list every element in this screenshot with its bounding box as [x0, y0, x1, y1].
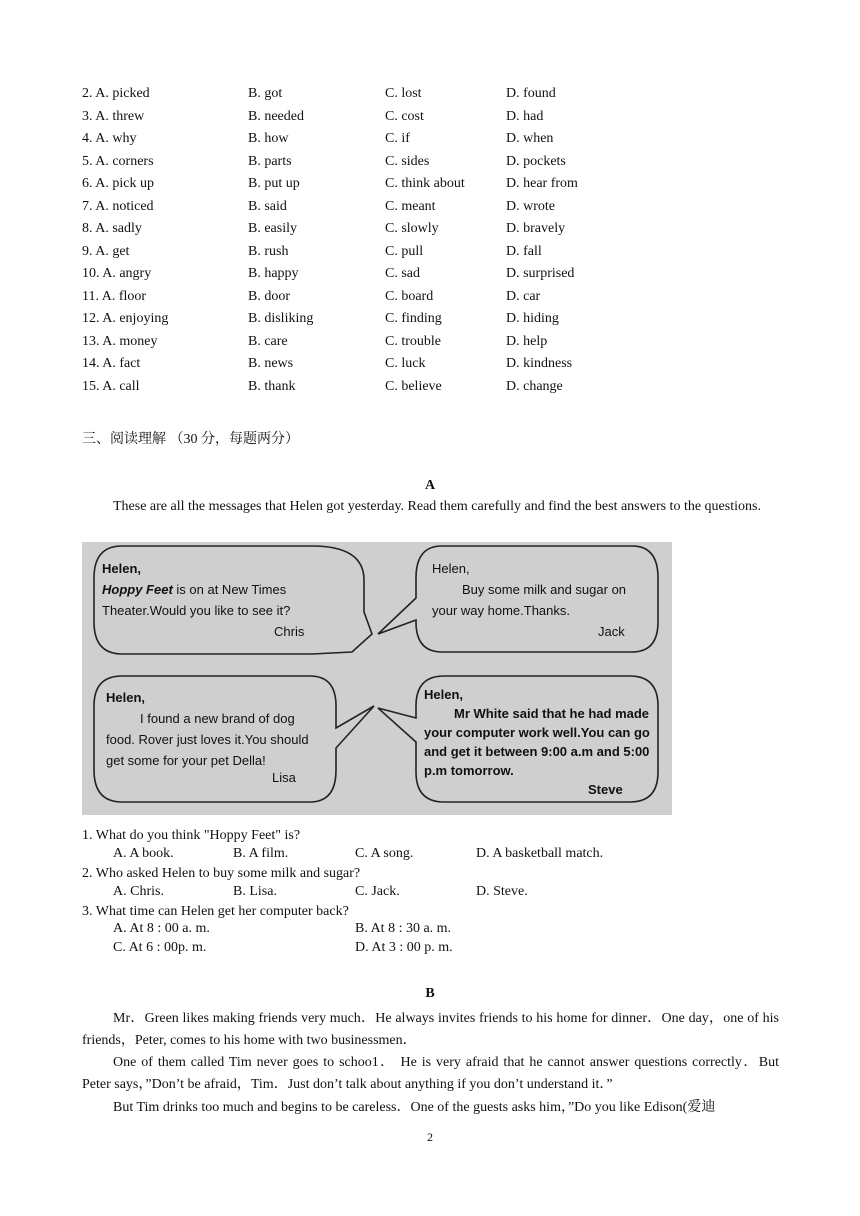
message-chris-line2: Theater.Would you like to see it?: [102, 603, 291, 618]
message-chris-from: Chris: [274, 624, 305, 639]
option-choice[interactable]: B. happy: [248, 266, 299, 281]
option-choice[interactable]: D. had: [506, 108, 544, 124]
question-3-choice-c[interactable]: C. At 6 : 00p. m.: [113, 940, 207, 955]
message-jack-line1: Buy some milk and sugar on: [462, 582, 627, 597]
option-choice[interactable]: 2. A. picked: [82, 86, 150, 101]
passage-a-intro: These are all the messages that Helen got yesterday. Read them carefully and find the best answers to the questions.: [113, 499, 761, 514]
message-steve-line4: p.m tomorrow.: [424, 763, 514, 778]
option-choice[interactable]: C. slowly: [385, 221, 439, 236]
option-choice[interactable]: C. finding: [385, 311, 442, 326]
option-choice[interactable]: C. lost: [385, 86, 422, 101]
option-choice[interactable]: D. fall: [506, 243, 542, 259]
option-choice[interactable]: 3. A. threw: [82, 108, 145, 124]
message-jack: [432, 558, 652, 639]
question-2-choice-d[interactable]: D. Steve.: [476, 884, 528, 899]
question-1-choice-b[interactable]: B. A film.: [233, 846, 289, 861]
option-choice[interactable]: 4. A. why: [82, 131, 137, 146]
option-choice[interactable]: D. pockets: [506, 153, 566, 169]
page-number: 2: [427, 1130, 433, 1144]
option-choice[interactable]: D. found: [506, 86, 556, 101]
option-choice[interactable]: 12. A. enjoying: [82, 311, 169, 326]
option-choice[interactable]: C. meant: [385, 198, 436, 214]
question-3-choice-b[interactable]: B. At 8 : 30 a. m.: [355, 921, 452, 936]
option-choice[interactable]: C. think about: [385, 176, 465, 191]
option-choice[interactable]: 7. A. noticed: [82, 198, 154, 214]
message-lisa-line3: get some for your pet Della!: [106, 753, 266, 768]
message-steve-from: Steve: [588, 782, 623, 797]
option-choice[interactable]: C. board: [385, 288, 434, 304]
question-1-choice-d[interactable]: D. A basketball match.: [476, 846, 604, 861]
option-choice[interactable]: B. said: [248, 198, 287, 214]
passage-b-paragraph-1: Mr．Green likes making friends very much．He always invites friends to his home for dinner．One day，one of his friends，Peter, comes to his home with two businessmen．: [82, 1011, 779, 1048]
option-choice[interactable]: C. sad: [385, 266, 420, 281]
passage-a-label: A: [424, 478, 436, 493]
message-lisa-line2: food. Rover just loves it.You should: [106, 732, 309, 747]
option-choice[interactable]: C. luck: [385, 356, 426, 371]
option-choice[interactable]: D. hear from: [506, 176, 578, 191]
question-2-stem: 2. Who asked Helen to buy some milk and sugar?: [82, 866, 361, 881]
message-jack-to: Helen,: [432, 561, 470, 576]
question-1-choice-c[interactable]: C. A song.: [355, 846, 414, 861]
option-choice[interactable]: B. disliking: [248, 311, 314, 326]
option-choice[interactable]: D. wrote: [506, 198, 555, 214]
option-choice[interactable]: 14. A. fact: [82, 356, 141, 371]
question-3-choice-a[interactable]: A. At 8 : 00 a. m.: [113, 921, 210, 936]
passage-b-label: B: [425, 986, 435, 1001]
option-choice[interactable]: 15. A. call: [82, 378, 140, 394]
question-3-stem: 3. What time can Helen get her computer back?: [82, 904, 349, 919]
message-chris: [102, 558, 352, 639]
option-choice[interactable]: 11. A. floor: [82, 288, 147, 304]
message-lisa: [106, 687, 338, 785]
passage-b-paragraph-3: But Tim drinks too much and begins to be careless．One of the guests asks him，”Do you like Edison(爱迪: [113, 1100, 716, 1115]
option-choice[interactable]: C. sides: [385, 153, 430, 169]
option-choice[interactable]: B. care: [248, 333, 288, 349]
option-choice[interactable]: C. pull: [385, 243, 424, 259]
option-choice[interactable]: B. easily: [248, 221, 297, 236]
option-choice[interactable]: D. hiding: [506, 311, 559, 326]
message-lisa-to: Helen,: [106, 690, 146, 705]
option-choice[interactable]: B. needed: [248, 108, 304, 124]
section-3-title: 三、阅读理解 （30 分，每题两分）: [82, 432, 299, 447]
option-choice[interactable]: B. door: [248, 288, 290, 304]
option-choice[interactable]: C. cost: [385, 108, 424, 124]
option-choice[interactable]: 5. A. corners: [82, 153, 154, 169]
question-1-stem: 1. What do you think "Hoppy Feet" is?: [82, 828, 301, 843]
option-choice[interactable]: D. kindness: [506, 356, 573, 371]
message-chris-line1: is on at New Times: [172, 582, 287, 597]
option-choice[interactable]: D. surprised: [506, 266, 575, 281]
question-2-choice-a[interactable]: A. Chris.: [113, 884, 164, 899]
option-choice[interactable]: 9. A. get: [82, 243, 130, 259]
option-choice[interactable]: B. news: [248, 356, 294, 371]
message-chris-title: Hoppy Feet: [102, 582, 173, 597]
message-steve-line1: Mr White said that he had made: [454, 706, 650, 721]
option-choice[interactable]: C. believe: [385, 378, 442, 394]
option-choice[interactable]: 10. A. angry: [82, 266, 152, 281]
message-jack-line2: your way home.Thanks.: [432, 603, 571, 618]
option-choice[interactable]: 13. A. money: [82, 333, 158, 349]
option-choice[interactable]: B. thank: [248, 378, 296, 394]
question-3-choice-d[interactable]: D. At 3 : 00 p. m.: [355, 940, 453, 955]
option-choice[interactable]: C. trouble: [385, 333, 441, 349]
message-lisa-from: Lisa: [272, 770, 296, 785]
option-choice[interactable]: B. got: [248, 86, 283, 101]
messages-figure: [82, 542, 672, 815]
option-choice[interactable]: D. car: [506, 288, 541, 304]
question-2-choice-b[interactable]: B. Lisa.: [233, 884, 277, 899]
option-choice[interactable]: D. change: [506, 378, 563, 394]
message-jack-from: Jack: [598, 624, 625, 639]
option-choice[interactable]: B. how: [248, 131, 289, 146]
option-choice[interactable]: D. when: [506, 131, 554, 146]
option-choice[interactable]: B. put up: [248, 176, 300, 191]
message-steve-line3: and get it between 9:00 a.m and 5:00: [424, 744, 650, 759]
question-2-choice-c[interactable]: C. Jack.: [355, 884, 400, 899]
option-choice[interactable]: 6. A. pick up: [82, 176, 154, 191]
option-choice[interactable]: D. help: [506, 333, 548, 349]
option-choice[interactable]: B. rush: [248, 243, 289, 259]
option-choice[interactable]: B. parts: [248, 153, 292, 169]
message-steve-line2: your computer work well.You can go: [424, 725, 650, 740]
option-choice[interactable]: D. bravely: [506, 221, 566, 236]
message-lisa-line1: I found a new brand of dog: [140, 711, 295, 726]
option-choice[interactable]: C. if: [385, 131, 410, 146]
message-steve-to: Helen,: [424, 687, 464, 702]
passage-b-paragraph-2: One of them called Tim never goes to schoo1． He is very afraid that he cannot answer questions correctly．But Peter says，”Don’t be afraid，Tim．Just don’t talk about anything if you don’t understand it．”: [82, 1055, 779, 1092]
option-choice[interactable]: 8. A. sadly: [82, 221, 142, 236]
message-steve: [424, 685, 660, 797]
question-1-choice-a[interactable]: A. A book.: [113, 846, 174, 861]
message-chris-to: Helen,: [102, 561, 142, 576]
